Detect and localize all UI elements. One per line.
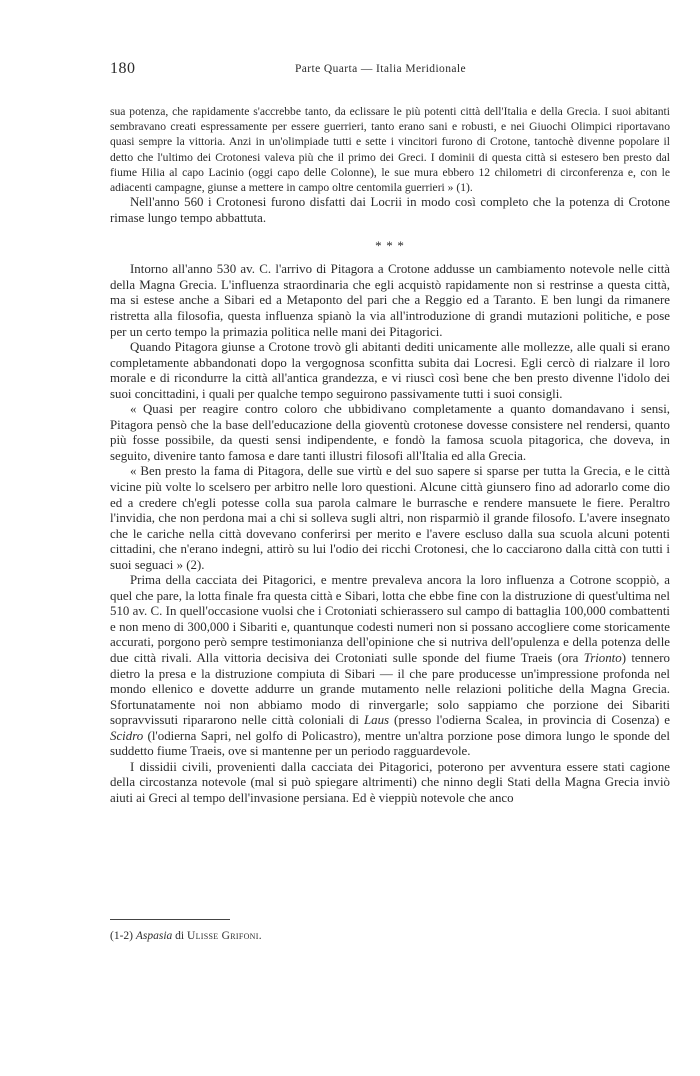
footnote-author: Ulisse Grifoni. <box>187 930 262 942</box>
paragraph-text: Prima della cacciata dei Pitagorici, e mentre prevaleva ancora la loro influenza a Cotrone scoppiò, a quel che pare, la lotta finale fra questa città e Sibari, lotta che ebbe fine con la distruzione di quest'ultima nel 510 av. C. In quell'occasione vuolsi che i Crotoniati schierassero sul campo di battaglia 100,000 combattenti e non meno di 300,000 i Sibariti e, quantunque codesti numeri non si possano accogliere come storicamente accurati, porgono però sempre testimonianza dell'opinione che si nutriva dell'opulenza e della potenza delle due città rivali. Alla vittoria decisiva dei Crotoniati sulle sponde del fiume Traeis (ora <box>110 573 670 665</box>
city-name-laus: Laus <box>363 713 390 728</box>
page-number: 180 <box>110 60 136 77</box>
page-body <box>110 104 670 806</box>
footnote-title: Aspasia <box>135 930 173 942</box>
paragraph-text: (l'odierna Sapri, nel golfo di Policastro), mentre un'altra porzione pose dimora lungo le sponde del suddetto fiume Traeis, ove si mantenne per un periodo ragguardevole. <box>110 728 670 759</box>
paragraph-text: (presso l'odierna Scalea, in provincia di Cosenza) e <box>389 713 670 728</box>
running-title: Parte Quarta — Italia Meridionale <box>295 63 466 75</box>
footnote-rule <box>110 919 230 920</box>
paragraph-crotone-defeat: Nell'anno 560 i Crotonesi furono disfatti dai Locrii in modo così completo che la potenza di Crotone rimase lungo tempo abbattuta. <box>110 195 670 225</box>
paragraph-pitagora-arrival: Intorno all'anno 530 av. C. l'arrivo di Pitagora a Crotone addusse un cambiamento notevole nelle città della Magna Grecia. L'influenza straordinaria che egli acquistò rapidamente non si restrinse a questa città, ma si estese anche a Sibari ed a Metaponto del pari che a Reggio ed a Taranto. E ben lungi da rimanere ristretta alla filosofia, questa influenza spianò la via all'introduzione di grandi mutazioni politiche, e pose per un certo tempo la primazia politica nelle mani dei Pitagorici. <box>110 262 670 339</box>
paragraph-pitagora-crotone: Quando Pitagora giunse a Crotone trovò gli abitanti dediti unicamente alle mollezze, alle quali si erano completamente abbandonati dopo la vergognosa sconfitta subita dai Locresi. Egli cercò di rialzare il loro morale e di ricondurre la città all'antica grandezza, e vi riuscì così bene che ben presto divenne l'idolo dei suoi concittadini, i quali per qualche tempo seguirono passivamente tutti i suoi consigli. <box>110 340 670 401</box>
footnote <box>110 930 670 942</box>
footnote-ref: (1-2) <box>110 930 133 942</box>
footnote-connector: di <box>175 930 185 942</box>
page-header <box>110 60 670 82</box>
quoted-passage <box>110 104 670 195</box>
river-name-trionto: Trionto <box>583 650 622 665</box>
paragraph-civil-strife: I dissidii civili, provenienti dalla cacciata dei Pitagorici, poterono per avventura essere stati cagione della circostanza notevole (mal si può spiegare altrimenti) che ninno degli Stati della Magna Grecia inviò aiuti ai Greci al tempo dell'invasione persiana. Ed è vieppiù notevole che anco <box>110 759 670 805</box>
body-section-1 <box>110 195 670 226</box>
body-section-2 <box>110 262 670 806</box>
paragraph-pitagora-fame: « Ben presto la fama di Pitagora, delle sue virtù e del suo sapere si sparse per tutta la Grecia, e le città vicine più volte lo scelsero per arbitro nelle loro questioni. Alcune città giunsero fino ad adorarlo come dio ed a credere ch'egli potesse colla sua parola calmare le burrasche e rendere mansuete le fiere. Peraltro l'invidia, che non perdona mai a chi si solleva sugli altri, non risparmiò il grande filosofo. L'avere insegnato che le cariche nella città dovevano conferirsi per merito e l'avere escluso dalla sua scuola alcuni potenti cittadini, che n'erano indegni, attirò su lui l'odio dei ricchi Crotonesi, che lo cacciarono dalla città con tutti i suoi seguaci » (2). <box>110 464 670 572</box>
paragraph-text: ) tennero dietro la presa e la distruzione compiuta di Sibari — il che pare producesse un'impressione profonda nel mondo ellenico e dovette addurre un grande mutamento nelle relazioni politiche della Magna Grecia. Sfortunatamente noi non abbiamo modo di rinvergarle; solo sappiamo che porzione dei Sibariti sopravvissuti ripararono nelle città coloniali di <box>110 650 670 728</box>
paragraph-pitagorica-school: « Quasi per reagire contro coloro che ubbidivano completamente a quanto domandavano i sensi, Pitagora pensò che la base dell'educazione della gioventù crotonese dovesse consistere nel rendersi, quanto più fosse possibile, da questi sensi indipendente, e fondò la famosa scuola pitagorica, che doveva, in seguito, divenire tanto famosa e dare tanti illustri filosofi all'Italia ed alla Grecia. <box>110 402 670 463</box>
section-separator: * * * <box>375 238 405 254</box>
paragraph-sibari-war <box>110 573 670 760</box>
quote-paragraph-1: sua potenza, che rapidamente s'accrebbe tanto, da eclissare le più potenti città dell'Italia e della Grecia. I suoi abitanti sembravano creati espressamente per essere guerrieri, tanto erano sani e robusti, e nei Giuochi Olimpici riportavano quasi sempre la vittoria. Anzi in un'olimpiade tutti e sette i vincitori furono di Crotone, tantochè divenne popolare il detto che l'ultimo dei Crotonesi valeva più che il primo dei Greci. I dominii di questa città si estesero ben presto dal fiume Hilia al capo Lacinio (oggi capo delle Colonne), le sue mura ebbero 12 chilometri di circonferenza e, con le adiacenti campagne, giunse a mettere in campo oltre centomila guerrieri » (1). <box>110 105 670 195</box>
city-name-scidro: Scidro <box>110 728 144 743</box>
